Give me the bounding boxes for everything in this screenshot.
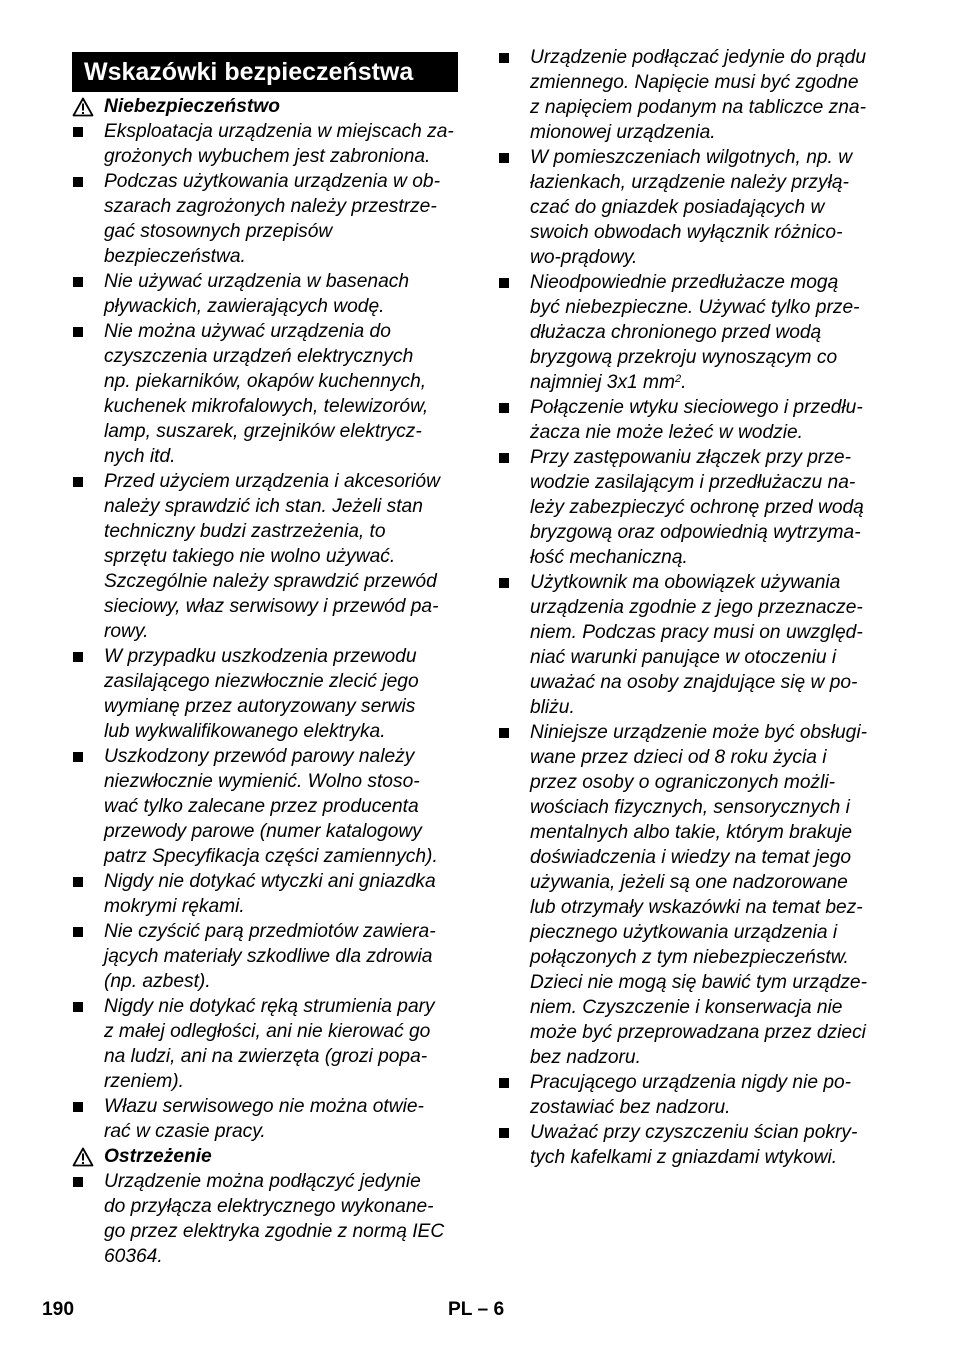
square-bullet-icon	[499, 578, 509, 588]
list-item	[498, 720, 890, 1070]
item-line: do przyłącza elektrycznego wykonane-	[104, 1196, 434, 1217]
square-bullet-icon	[73, 327, 83, 337]
list-item	[72, 1169, 462, 1269]
list-item	[498, 570, 890, 720]
item-line: używania, jeżeli są one nadzorowane	[530, 872, 848, 893]
square-bullet-icon	[499, 453, 509, 463]
square-bullet-icon	[499, 1128, 509, 1138]
item-line: wać tylko zalecane przez producenta	[104, 796, 419, 817]
item-line: jących materiały szkodliwe dla zdrowia	[104, 946, 433, 967]
right-list	[498, 45, 890, 1170]
item-line: sprzętu takiego nie wolno używać.	[104, 546, 396, 567]
item-line: uważać na osoby znajdujące się w po-	[530, 672, 858, 693]
item-line: najmniej 3x1 mm	[530, 372, 676, 393]
item-line: W przypadku uszkodzenia przewodu	[104, 646, 417, 667]
list-item	[498, 1070, 890, 1120]
item-line: Szczególnie należy sprawdzić przewód	[104, 571, 437, 592]
item-line: Podczas użytkowania urządzenia w ob-	[104, 171, 440, 192]
item-line: urządzenia zgodnie z jego przeznacze-	[530, 597, 863, 618]
item-line: Włazu serwisowego nie można otwie-	[104, 1096, 424, 1117]
list-item	[72, 269, 462, 319]
square-bullet-icon	[73, 1102, 83, 1112]
item-line: na ludzi, ani na zwierzęta (grozi popa-	[104, 1046, 428, 1067]
item-line: bez nadzoru.	[530, 1047, 641, 1068]
item-line: czać do gniazdek posiadających w	[530, 197, 825, 218]
item-line: niem. Podczas pracy musi on uwzględ-	[530, 622, 863, 643]
item-line: Urządzenie podłączać jedynie do prądu	[530, 47, 866, 68]
list-item	[72, 169, 462, 269]
item-line: piecznego użytkowania urządzenia i	[530, 922, 838, 943]
list-item	[498, 445, 890, 570]
item-line: np. piekarników, okapów kuchennych,	[104, 371, 427, 392]
item-line: swoich obwodach wyłącznik różnico-	[530, 222, 843, 243]
superscript: 2	[675, 373, 682, 385]
item-line: niać warunki panujące w otoczeniu i	[530, 647, 837, 668]
square-bullet-icon	[73, 1002, 83, 1012]
list-item	[72, 919, 462, 994]
square-bullet-icon	[73, 652, 83, 662]
square-bullet-icon	[499, 278, 509, 288]
item-line: rać w czasie pracy.	[104, 1121, 266, 1142]
item-line: z małej odległości, ani nie kierować go	[104, 1021, 431, 1042]
item-line: niezwłocznie wymienić. Wolno stoso-	[104, 771, 420, 792]
square-bullet-icon	[499, 153, 509, 163]
item-line: Pracującego urządzenia nigdy nie po-	[530, 1072, 852, 1093]
square-bullet-icon	[73, 877, 83, 887]
item-line: nych itd.	[104, 446, 176, 467]
item-line: Dzieci nie mogą się bawić tym urządze-	[530, 972, 867, 993]
item-line: Uważać przy czyszczeniu ścian pokry-	[530, 1122, 858, 1143]
item-line: rzeniem).	[104, 1071, 184, 1092]
item-line: lub wykwalifikowanego elektryka.	[104, 721, 386, 742]
item-line: łazienkach, urządzenie należy przyłą-	[530, 172, 849, 193]
list-item	[72, 319, 462, 469]
list-item	[498, 270, 890, 395]
item-line: szarach zagrożonych należy przestrze-	[104, 196, 437, 217]
page-title: Wskazówki bezpieczeństwa	[72, 52, 458, 92]
item-line: Połączenie wtyku sieciowego i przedłu-	[530, 397, 863, 418]
square-bullet-icon	[73, 927, 83, 937]
square-bullet-icon	[73, 477, 83, 487]
item-line: przewody parowe (numer katalogowy	[104, 821, 422, 842]
item-line: Eksploatacja urządzenia w miejscach za-	[104, 121, 454, 142]
item-line: doświadczenia i wiedzy na temat jego	[530, 847, 852, 868]
caution-heading	[72, 1144, 462, 1169]
item-line: techniczny budzi zastrzeżenia, to	[104, 521, 386, 542]
item-line: pływackich, zawierających wodę.	[104, 296, 385, 317]
left-column	[72, 45, 462, 1269]
item-line: Nie można używać urządzenia do	[104, 321, 391, 342]
item-line: (np. azbest).	[104, 971, 211, 992]
item-line: łość mechaniczną.	[530, 547, 688, 568]
item-line: leży zabezpieczyć ochronę przed wodą	[530, 497, 864, 518]
item-line: Przy zastępowaniu złączek przy prze-	[530, 447, 851, 468]
list-item	[72, 119, 462, 169]
square-bullet-icon	[73, 1177, 83, 1187]
item-line: przez osoby o ograniczonych możli-	[530, 772, 836, 793]
item-line: Nigdy nie dotykać wtyczki ani gniazdka	[104, 871, 436, 892]
item-line: 60364.	[104, 1246, 163, 1267]
item-line: dłużacza chronionego przed wodą	[530, 322, 822, 343]
warning-triangle-icon	[72, 1147, 94, 1167]
right-column	[498, 45, 890, 1170]
item-line: wo-prądowy.	[530, 247, 638, 268]
list-item	[498, 145, 890, 270]
danger-list	[72, 119, 462, 1144]
item-line: wymianę przez autoryzowany serwis	[104, 696, 416, 717]
item-line: Urządzenie można podłączyć jedynie	[104, 1171, 421, 1192]
item-line: zasilającego niezwłocznie zlecić jego	[104, 671, 419, 692]
item-line: rowy.	[104, 621, 149, 642]
item-line: Uszkodzony przewód parowy należy	[104, 746, 415, 767]
item-line: W pomieszczeniach wilgotnych, np. w	[530, 147, 853, 168]
item-line: lamp, suszarek, grzejników elektrycz-	[104, 421, 422, 442]
item-line: lub otrzymały wskazówki na temat bez-	[530, 897, 863, 918]
item-line: z napięciem podanym na tabliczce zna-	[530, 97, 866, 118]
square-bullet-icon	[73, 127, 83, 137]
square-bullet-icon	[73, 752, 83, 762]
list-item	[72, 1094, 462, 1144]
item-line: kuchenek mikrofalowych, telewizorów,	[104, 396, 429, 417]
item-line: patrz Specyfikacja części zamiennych).	[104, 846, 438, 867]
item-line: wodzie zasilającym i przedłużaczu na-	[530, 472, 856, 493]
item-line: mokrymi rękami.	[104, 896, 245, 917]
item-line: zostawiać bez nadzoru.	[530, 1097, 731, 1118]
item-line: sieciowy, właz serwisowy i przewód pa-	[104, 596, 439, 617]
page-label: PL – 6	[448, 1299, 505, 1320]
item-line: może być przeprowadzana przez dzieci	[530, 1022, 866, 1043]
list-item	[72, 994, 462, 1094]
item-line: Nie używać urządzenia w basenach	[104, 271, 410, 292]
item-line: Nieodpowiednie przedłużacze mogą	[530, 272, 839, 293]
list-item	[72, 869, 462, 919]
item-line-end: .	[681, 372, 687, 393]
item-line: czyszczenia urządzeń elektrycznych	[104, 346, 414, 367]
item-line: Przed użyciem urządzenia i akcesoriów	[104, 471, 440, 492]
caution-label: Ostrzeżenie	[104, 1146, 212, 1167]
danger-heading	[72, 94, 462, 119]
item-line: bryzgową oraz odpowiednią wytrzyma-	[530, 522, 861, 543]
item-line: Nigdy nie dotykać ręką strumienia pary	[104, 996, 435, 1017]
list-item	[498, 45, 890, 145]
item-line: tych kafelkami z gniazdami wtykowi.	[530, 1147, 838, 1168]
item-line: żacza nie może leżeć w wodzie.	[530, 422, 804, 443]
item-line: Niniejsze urządzenie może być obsługi-	[530, 722, 868, 743]
item-line: gać stosownych przepisów	[104, 221, 333, 242]
list-item	[72, 469, 462, 644]
item-line: mentalnych albo takie, którym brakuje	[530, 822, 853, 843]
item-line: wościach fizycznych, sensorycznych i	[530, 797, 850, 818]
warning-triangle-icon	[72, 97, 94, 117]
item-line: mionowej urządzenia.	[530, 122, 716, 143]
list-item	[498, 1120, 890, 1170]
item-line: Użytkownik ma obowiązek używania	[530, 572, 841, 593]
item-line: go przez elektryka zgodnie z normą IEC	[104, 1221, 445, 1242]
square-bullet-icon	[73, 277, 83, 287]
square-bullet-icon	[499, 728, 509, 738]
page-number: 190	[42, 1299, 75, 1320]
square-bullet-icon	[499, 403, 509, 413]
item-line: być niebezpieczne. Używać tylko prze-	[530, 297, 860, 318]
item-line: grożonych wybuchem jest zabroniona.	[104, 146, 431, 167]
caution-list	[72, 1169, 462, 1269]
item-line: Nie czyścić parą przedmiotów zawiera-	[104, 921, 436, 942]
square-bullet-icon	[499, 53, 509, 63]
item-line: zmiennego. Napięcie musi być zgodne	[530, 72, 859, 93]
item-line: połączonych z tym niebezpieczeństw.	[530, 947, 849, 968]
item-line: niem. Czyszczenie i konserwacja nie	[530, 997, 843, 1018]
square-bullet-icon	[499, 1078, 509, 1088]
item-line: bliżu.	[530, 697, 575, 718]
square-bullet-icon	[73, 177, 83, 187]
item-line: bryzgową przekroju wynoszącym co	[530, 347, 838, 368]
item-line: bezpieczeństwa.	[104, 246, 246, 267]
list-item	[72, 744, 462, 869]
item-line: wane przez dzieci od 8 roku życia i	[530, 747, 827, 768]
list-item	[498, 395, 890, 445]
list-item	[72, 644, 462, 744]
danger-label: Niebezpieczeństwo	[104, 96, 280, 117]
item-line: należy sprawdzić ich stan. Jeżeli stan	[104, 496, 423, 517]
